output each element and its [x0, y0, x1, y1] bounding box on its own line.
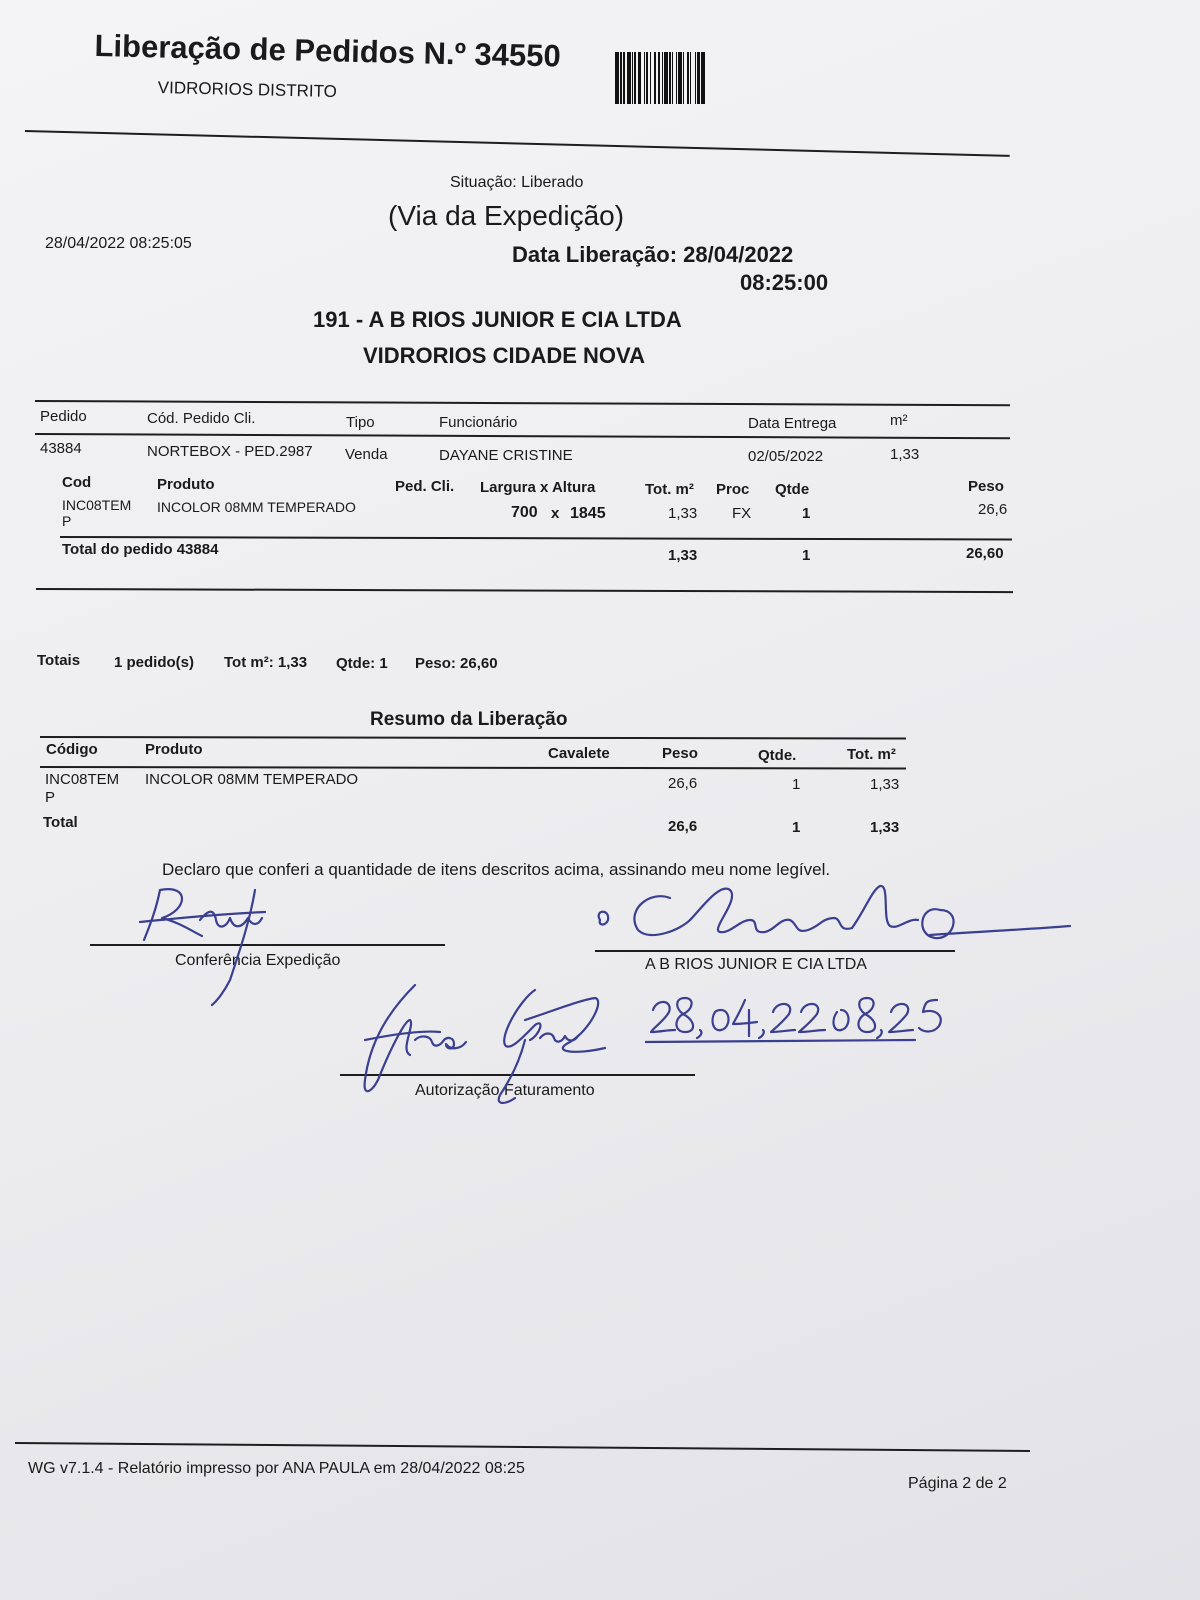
totals-qtde: Qtde: 1 [336, 655, 388, 672]
summary-top-rule [40, 736, 906, 740]
summary-total-peso: 26,6 [668, 818, 698, 835]
footer-rule [15, 1442, 1030, 1452]
summary-header-codigo: Código [46, 741, 98, 758]
item-header-cod: Cod [62, 474, 92, 491]
col-header-m2: m² [890, 412, 908, 429]
summary-total-label: Total [43, 814, 78, 831]
footer-printed-by: WG v7.1.4 - Relatório impresso por ANA PAULA em 28/04/2022 08:25 [28, 1460, 525, 1477]
item-largura: 700 [511, 504, 538, 521]
order-table-top-rule [35, 400, 1010, 406]
header-divider [25, 130, 1010, 157]
summary-total-qtde: 1 [792, 819, 801, 836]
col-header-cod-pedido-cli: Cód. Pedido Cli. [147, 410, 256, 427]
release-time: 08:25:00 [740, 270, 829, 295]
order-total-peso: 26,60 [966, 545, 1004, 562]
item-header-ped-cli: Ped. Cli. [395, 478, 455, 495]
order-funcionario: DAYANE CRISTINE [439, 447, 573, 464]
summary-total-tot-m2: 1,33 [870, 819, 900, 836]
item-tot-m2: 1,33 [668, 505, 698, 522]
item-peso: 26,6 [978, 501, 1008, 518]
order-total-label: Total do pedido 43884 [62, 541, 219, 558]
order-total-rule [60, 536, 1012, 540]
autorizacao-signature [350, 980, 620, 1130]
release-date: Data Liberação: 28/04/2022 [512, 242, 794, 267]
item-header-peso: Peso [968, 478, 1004, 495]
order-header-rule [35, 433, 1010, 439]
summary-row-tot-m2: 1,33 [870, 776, 900, 793]
order-m2: 1,33 [890, 446, 920, 463]
totals-peso: Peso: 26,60 [415, 655, 498, 672]
order-cod-pedido-cli: NORTEBOX - PED.2987 [147, 443, 313, 460]
footer-page: Página 2 de 2 [908, 1475, 1007, 1492]
conferencia-label: Conferência Expedição [175, 952, 341, 969]
item-altura: 1845 [570, 505, 606, 522]
item-produto: INCOLOR 08MM TEMPERADO [157, 499, 356, 515]
summary-title: Resumo da Liberação [370, 709, 568, 730]
print-datetime: 28/04/2022 08:25:05 [45, 235, 192, 252]
summary-header-rule [40, 766, 906, 770]
client-signature-label: A B RIOS JUNIOR E CIA LTDA [645, 956, 867, 973]
summary-row-codigo-line1: INC08TEM [45, 771, 120, 788]
client-signature [590, 880, 1080, 960]
summary-header-produto: Produto [145, 741, 203, 758]
order-table-bottom-rule [36, 588, 1013, 593]
autorizacao-label: Autorização Faturamento [415, 1082, 595, 1099]
item-header-produto: Produto [157, 476, 215, 493]
summary-header-peso: Peso [662, 745, 698, 762]
order-tipo: Venda [345, 446, 388, 463]
barcode-stripe [701, 52, 705, 104]
summary-header-cavalete: Cavalete [548, 745, 610, 762]
summary-header-tot-m2: Tot. m² [847, 746, 896, 763]
col-header-pedido: Pedido [40, 408, 87, 425]
item-cod-line1: INC08TEM [62, 497, 132, 513]
col-header-data-entrega: Data Entrega [748, 415, 837, 432]
totals-label: Totais [37, 652, 81, 669]
client-branch: VIDRORIOS CIDADE NOVA [363, 343, 645, 368]
client-name: 191 - A B RIOS JUNIOR E CIA LTDA [313, 307, 682, 332]
order-pedido: 43884 [40, 440, 82, 457]
col-header-tipo: Tipo [346, 414, 375, 431]
handwritten-date [645, 990, 945, 1050]
totals-pedidos: 1 pedido(s) [114, 654, 195, 671]
item-header-proc: Proc [716, 481, 750, 498]
summary-row-produto: INCOLOR 08MM TEMPERADO [145, 771, 359, 788]
summary-row-peso: 26,6 [668, 775, 698, 792]
item-header-largura-altura: Largura x Altura [480, 479, 596, 496]
item-cod-line2: P [62, 513, 72, 529]
barcode-icon [615, 52, 785, 104]
item-proc: FX [732, 505, 752, 522]
item-header-tot-m2: Tot. m² [645, 481, 694, 498]
order-data-entrega: 02/05/2022 [748, 448, 824, 465]
document-title: Liberação de Pedidos N.º 34550 [94, 28, 562, 74]
col-header-funcionario: Funcionário [439, 414, 518, 431]
totals-tot-m2: Tot m²: 1,33 [224, 654, 308, 671]
company-name: VIDRORIOS DISTRITO [157, 78, 338, 102]
status-text: Situação: Liberado [450, 174, 584, 191]
summary-row-codigo-line2: P [45, 789, 56, 806]
item-qtde: 1 [802, 505, 811, 522]
summary-row-qtde: 1 [792, 776, 801, 793]
item-header-qtde: Qtde [775, 481, 810, 498]
item-x: x [551, 505, 560, 522]
order-total-qtde: 1 [802, 547, 811, 564]
conferencia-signature [130, 870, 290, 1010]
via-label: (Via da Expedição) [388, 200, 625, 231]
summary-header-qtde: Qtde. [758, 747, 797, 764]
order-total-m2: 1,33 [668, 547, 698, 564]
declaration-text: Declaro que conferi a quantidade de itens descritos acima, assinando meu nome legível. [162, 860, 831, 879]
